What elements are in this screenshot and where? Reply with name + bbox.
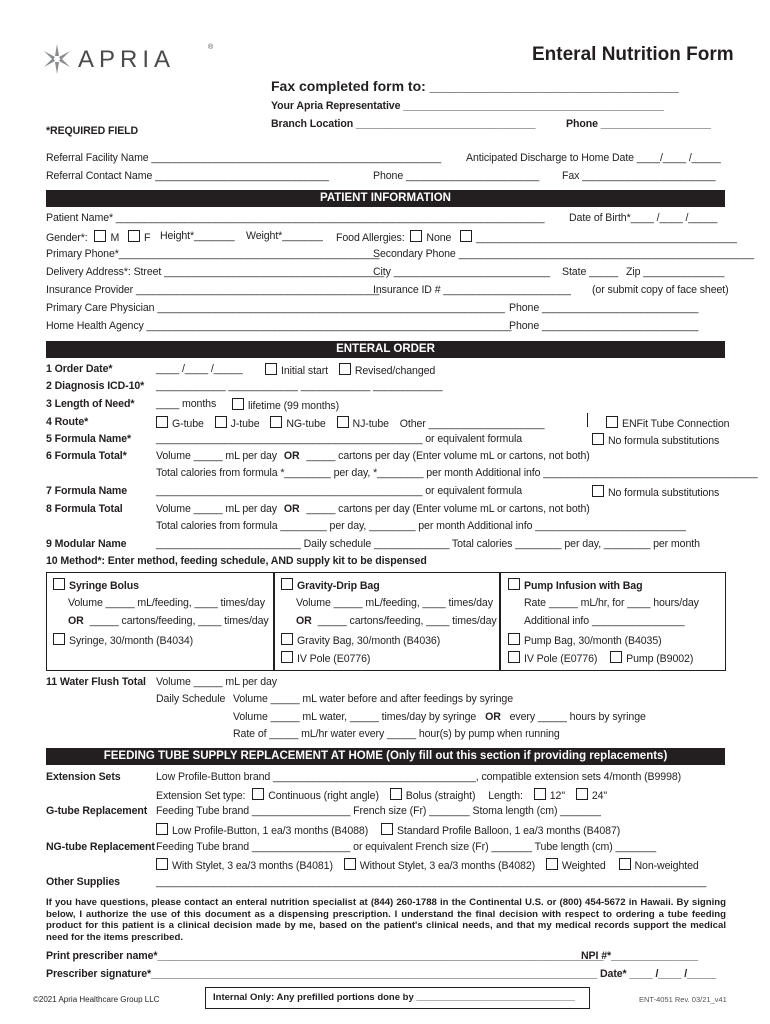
no-substitution-2-checkbox[interactable] (592, 485, 604, 497)
enfit-label: ENFit Tube Connection (622, 418, 730, 430)
pump-rate-field[interactable]: Rate _____ mL/hr, for ____ hours/day (524, 597, 699, 609)
fax-to-field[interactable]: Fax completed form to: ________________________________ (271, 78, 679, 94)
lifetime-row (232, 398, 339, 412)
gravity-kit-label: Gravity Bag, 30/month (B4036) (297, 635, 441, 647)
formula-total-label: 6 Formula Total* (46, 450, 127, 462)
required-field-note: *REQUIRED FIELD (46, 125, 139, 137)
gravity-volume-field[interactable]: Volume _____ mL/feeding, ____ times/day (296, 597, 493, 609)
syringe-volume-field[interactable]: Volume _____ mL/feeding, ____ times/day (68, 597, 265, 609)
gtube-replacement-label: G-tube Replacement (46, 805, 148, 817)
diagnosis-field[interactable]: ____________ ____________ ____________ ____________ (156, 380, 443, 392)
order-type-row (265, 363, 435, 377)
referral-fax-field[interactable]: Fax _______________________ (562, 170, 716, 182)
weight-field[interactable]: Weight*_______ (246, 230, 323, 242)
order-date-field[interactable]: ____ /____ /_____ (156, 363, 243, 375)
pump-device-checkbox[interactable] (610, 651, 622, 663)
flush-before-after-field[interactable]: Volume _____ mL water before and after feedings by syringe (233, 693, 514, 705)
order-date-label: 1 Order Date* (46, 363, 113, 375)
flush-times-row[interactable] (233, 711, 646, 723)
modular-name-label: 9 Modular Name (46, 538, 127, 550)
allergies-other-checkbox[interactable] (460, 230, 472, 242)
route-other-field[interactable]: Other ____________________ (399, 418, 545, 430)
gravity-drip-checkbox[interactable] (281, 578, 293, 590)
bolus-label: Bolus (straight) (405, 790, 476, 802)
route-njtube-label: NJ-tube (352, 418, 389, 430)
enfit-checkbox[interactable] (606, 416, 618, 428)
route-ngtube-label: NG-tube (286, 418, 326, 430)
route-jtube-checkbox[interactable] (215, 416, 227, 428)
internal-use-field[interactable]: Internal Only: Any prefilled portions done by ______________________________ (213, 992, 575, 1003)
height-field[interactable]: Height*_______ (160, 230, 235, 242)
with-stylet-checkbox[interactable] (156, 858, 168, 870)
continuous-checkbox[interactable] (252, 788, 264, 800)
gender-f-label: F (144, 232, 151, 244)
referral-facility-field[interactable]: Referral Facility Name __________________________________________________ (46, 152, 442, 164)
dob-field[interactable]: Date of Birth*____ /____ /_____ (569, 212, 718, 224)
initial-start-label: Initial start (281, 365, 328, 377)
syringe-kit-checkbox[interactable] (53, 633, 65, 645)
weighted-label: Weighted (561, 860, 606, 872)
bolus-checkbox[interactable] (390, 788, 402, 800)
syringe-bolus-checkbox[interactable] (53, 578, 65, 590)
gtube-brand-field[interactable]: Feeding Tube brand _________________ French size (Fr) _______ Stoma length (cm) _______ (156, 805, 601, 817)
no-substitution-checkbox[interactable] (592, 433, 604, 445)
gender-label: Gender*: (46, 232, 88, 244)
gender-f-checkbox[interactable] (128, 230, 140, 242)
weighted-checkbox[interactable] (546, 858, 558, 870)
syringe-kit-row (53, 633, 193, 647)
pcp-phone-field[interactable]: Phone ___________________________ (509, 302, 699, 314)
formula-total-2-row[interactable] (156, 503, 590, 515)
primary-phone-field[interactable]: Primary Phone*_____________________________________________ (46, 248, 380, 260)
route-label: 4 Route* (46, 416, 89, 428)
gravity-pole-row (281, 651, 370, 665)
allergies-field[interactable]: _____________________________________________ (476, 232, 737, 244)
gender-m-label: M (110, 232, 120, 244)
other-supplies-field[interactable]: _______________________________________________________________________________________________ (156, 876, 707, 888)
flush-hours-field[interactable]: every _____ hours by syringe (509, 711, 646, 723)
route-njtube-checkbox[interactable] (337, 416, 349, 428)
city-field[interactable]: City ___________________________ (373, 266, 551, 278)
branch-location-field[interactable]: Branch Location _______________________________ (271, 118, 536, 130)
allergies-none-label: None (426, 232, 452, 244)
insurance-id-field[interactable]: Insurance ID # ______________________ (373, 284, 571, 296)
secondary-phone-field[interactable]: Secondary Phone ___________________________________________________ (373, 248, 754, 260)
route-jtube-label: J-tube (230, 418, 260, 430)
hha-phone-field[interactable]: Phone ___________________________ (509, 320, 699, 332)
supply-replacement-header: FEEDING TUBE SUPPLY REPLACEMENT AT HOME (Only fill out this section if providing replacements) (46, 748, 725, 765)
formula-name-2-field[interactable]: ______________________________________________ or equivalent formula (156, 485, 523, 497)
gravity-drip-label: Gravity-Drip Bag (297, 580, 380, 592)
apria-rep-field[interactable]: Your Apria Representative _____________________________________________ (271, 100, 664, 112)
no-substitution-label: No formula substitutions (608, 435, 720, 447)
nosub-2-row (592, 485, 719, 499)
formula-total-2-label: 8 Formula Total (46, 503, 123, 515)
without-stylet-label: Without Stylet, 3 ea/3 months (B4082) (359, 860, 536, 872)
daily-schedule-label: Daily Schedule (156, 693, 226, 705)
length-12-checkbox[interactable] (534, 788, 546, 800)
syringe-or-row[interactable] (68, 615, 269, 627)
referral-contact-field[interactable]: Referral Contact Name ______________________________ (46, 170, 329, 182)
pump-info-field[interactable]: Additional info ________________ (524, 615, 685, 627)
extension-sets-label: Extension Sets (46, 771, 121, 783)
revised-checkbox[interactable] (339, 363, 351, 375)
lifetime-label: lifetime (99 months) (248, 400, 340, 412)
gender-m-checkbox[interactable] (94, 230, 106, 242)
or-label: OR (283, 450, 300, 462)
length-months-field[interactable]: ____ months (156, 398, 217, 410)
pump-device-label: Pump (B9002) (626, 653, 694, 665)
copyright: ©2021 Apria Healthcare Group LLC (33, 995, 160, 1004)
formula-name-2-label: 7 Formula Name (46, 485, 128, 497)
pump-kit-label: Pump Bag, 30/month (B4035) (524, 635, 662, 647)
pump-infusion-label: Pump Infusion with Bag (524, 580, 643, 592)
total-calories-2-field[interactable]: Total calories from formula ________ per day, ________ per month Additional info __________________________ (156, 520, 686, 532)
length-24-label: 24" (591, 790, 608, 802)
pump-infusion-row (508, 578, 642, 592)
revised-label: Revised/changed (354, 365, 436, 377)
gravity-or-label: OR (296, 615, 312, 627)
syringe-bolus-row (53, 578, 139, 592)
street-field[interactable]: Delivery Address*: Street ______________________________________ (46, 266, 385, 278)
discharge-date-field[interactable]: Anticipated Discharge to Home Date ____/____ /_____ (466, 152, 721, 164)
lifetime-checkbox[interactable] (232, 398, 244, 410)
without-stylet-checkbox[interactable] (344, 858, 356, 870)
gravity-kit-row (281, 633, 440, 647)
length-of-need-label: 3 Length of Need* (46, 398, 135, 410)
enfit-row (606, 416, 729, 430)
gravity-pole-checkbox[interactable] (281, 651, 293, 663)
cartons-2-field[interactable]: _____ cartons per day (Enter volume mL or cartons, not both) (306, 503, 590, 515)
modular-name-field[interactable]: _________________________ Daily schedule _____________ Total calories ________ per day, ________ per month (156, 538, 700, 550)
gravity-or-row[interactable] (296, 615, 497, 627)
syringe-bolus-label: Syringe Bolus (69, 580, 139, 592)
method-label: 10 Method*: Enter method, feeding schedule, AND supply kit to be dispensed (46, 555, 427, 567)
non-weighted-checkbox[interactable] (619, 858, 631, 870)
divider (587, 413, 588, 427)
pump-kit-checkbox[interactable] (508, 633, 520, 645)
low-profile-brand-field[interactable]: Low Profile-Button brand ___________________________________, compatible extension sets 4/month (B9998) (156, 771, 682, 783)
length-24-checkbox[interactable] (576, 788, 588, 800)
continuous-label: Continuous (right angle) (268, 790, 379, 802)
flush-or-label: OR (485, 711, 501, 723)
route-options (156, 416, 544, 430)
form-title: Enteral Nutrition Form (532, 44, 734, 65)
insurance-provider-field[interactable]: Insurance Provider __________________________________________ (46, 284, 380, 296)
pump-pole-label: IV Pole (E0776) (524, 653, 598, 665)
route-ngtube-checkbox[interactable] (270, 416, 282, 428)
length-label: Length: (488, 790, 523, 802)
flush-pump-field[interactable]: Rate of _____ mL/hr water every _____ hour(s) by pump when running (233, 728, 560, 740)
apria-star-icon (44, 44, 70, 74)
other-supplies-label: Other Supplies (46, 876, 120, 888)
signature-date-field[interactable]: Date* ____ /____ /_____ (600, 968, 717, 980)
form-id: ENT-4051 Rev. 03/21_v41 (639, 995, 727, 1004)
initial-start-checkbox[interactable] (265, 363, 277, 375)
allergies-none-checkbox[interactable] (410, 230, 422, 242)
state-field[interactable]: State _____ (562, 266, 619, 278)
length-12-label: 12" (549, 790, 565, 802)
pump-infusion-checkbox[interactable] (508, 578, 520, 590)
formula-name-label: 5 Formula Name* (46, 433, 132, 445)
low-profile-button-checkbox[interactable] (156, 823, 168, 835)
pcp-field[interactable]: Primary Care Physician ____________________________________________________________ (46, 302, 505, 314)
extension-type-label: Extension Set type: (156, 790, 246, 802)
authorization-text: If you have questions, please contact an enteral nutrition specialist at (844) 260-1788 in the Continental U.S. or (800) 454-5672 in Hawaii. By signing below, I authorize the use of this document as a dispensing prescription. I understand the final decision with respect to ordering a tube feeding product for this patient is a clinical decision made by me, based on the patient's clinical needs, and that my medical records support the medical need for the items prescribed. (46, 897, 726, 943)
gtube-options-row (156, 823, 620, 837)
prescriber-signature-field[interactable]: Prescriber signature*_____________________________________________________________________________ (46, 968, 598, 980)
registered-mark: ® (208, 44, 214, 51)
insurance-note: (or submit copy of face sheet) (592, 284, 729, 296)
npi-field[interactable]: NPI #*_______________ (581, 950, 698, 962)
patient-name-field[interactable]: Patient Name* __________________________________________________________________________ (46, 212, 545, 224)
apria-wordmark: APRIA (78, 46, 176, 73)
extension-type-row (156, 788, 607, 802)
allergies-row (336, 230, 737, 244)
ngtube-options-row (156, 858, 699, 872)
patient-info-header: PATIENT INFORMATION (46, 190, 725, 207)
formula-name-field[interactable]: ______________________________________________ or equivalent formula (156, 433, 523, 445)
route-gtube-checkbox[interactable] (156, 416, 168, 428)
allergies-label: Food Allergies: (336, 232, 405, 244)
water-flush-volume-field[interactable]: Volume _____ mL per day (156, 676, 277, 688)
branch-phone-field[interactable]: Phone ___________________ (566, 118, 711, 130)
cartons-field[interactable]: _____ cartons per day (Enter volume mL or cartons, not both) (306, 450, 590, 462)
gravity-kit-checkbox[interactable] (281, 633, 293, 645)
balloon-label: Standard Profile Balloon, 1 ea/3 months (B4087) (396, 825, 621, 837)
gravity-drip-row (281, 578, 380, 592)
gravity-pole-label: IV Pole (E0776) (297, 653, 371, 665)
diagnosis-label: 2 Diagnosis ICD-10* (46, 380, 145, 392)
volume-field[interactable]: Volume _____ mL per day (156, 450, 277, 462)
with-stylet-label: With Stylet, 3 ea/3 months (B4081) (172, 860, 333, 872)
volume-2-field[interactable]: Volume _____ mL per day (156, 503, 277, 515)
balloon-checkbox[interactable] (381, 823, 393, 835)
pump-pole-checkbox[interactable] (508, 651, 520, 663)
formula-total-row[interactable] (156, 450, 590, 462)
zip-field[interactable]: Zip ______________ (626, 266, 725, 278)
nosub-row (592, 433, 719, 447)
low-profile-button-label: Low Profile-Button, 1 ea/3 months (B4088) (172, 825, 369, 837)
or-2-label: OR (283, 503, 300, 515)
syringe-or-label: OR (68, 615, 84, 627)
pump-pole-row (508, 651, 693, 665)
prescriber-name-field[interactable]: Print prescriber name*_____________________________________________________________________________ (46, 950, 604, 962)
syringe-cartons-field[interactable]: _____ cartons/feeding, ____ times/day (89, 615, 269, 627)
hha-field[interactable]: Home Health Agency _______________________________________________________________ (46, 320, 512, 332)
enteral-order-header: ENTERAL ORDER (46, 341, 725, 358)
referral-phone-field[interactable]: Phone _______________________ (373, 170, 540, 182)
non-weighted-label: Non-weighted (634, 860, 699, 872)
no-substitution-2-label: No formula substitutions (608, 487, 720, 499)
gravity-cartons-field[interactable]: _____ cartons/feeding, ____ times/day (317, 615, 497, 627)
route-gtube-label: G-tube (172, 418, 204, 430)
ngtube-replacement-label: NG-tube Replacement (46, 841, 155, 853)
flush-times-field[interactable]: Volume _____ mL water, _____ times/day by syringe (233, 711, 477, 723)
syringe-kit-label: Syringe, 30/month (B4034) (69, 635, 194, 647)
gender-row (46, 230, 150, 244)
total-calories-field[interactable]: Total calories from formula *________ per day, *________ per month Additional info _____________________________________ (156, 467, 758, 479)
water-flush-label: 11 Water Flush Total (46, 676, 146, 688)
pump-kit-row (508, 633, 662, 647)
ngtube-brand-field[interactable]: Feeding Tube brand _________________ or equivalent French size (Fr) _______ Tube length (cm) _______ (156, 841, 657, 853)
